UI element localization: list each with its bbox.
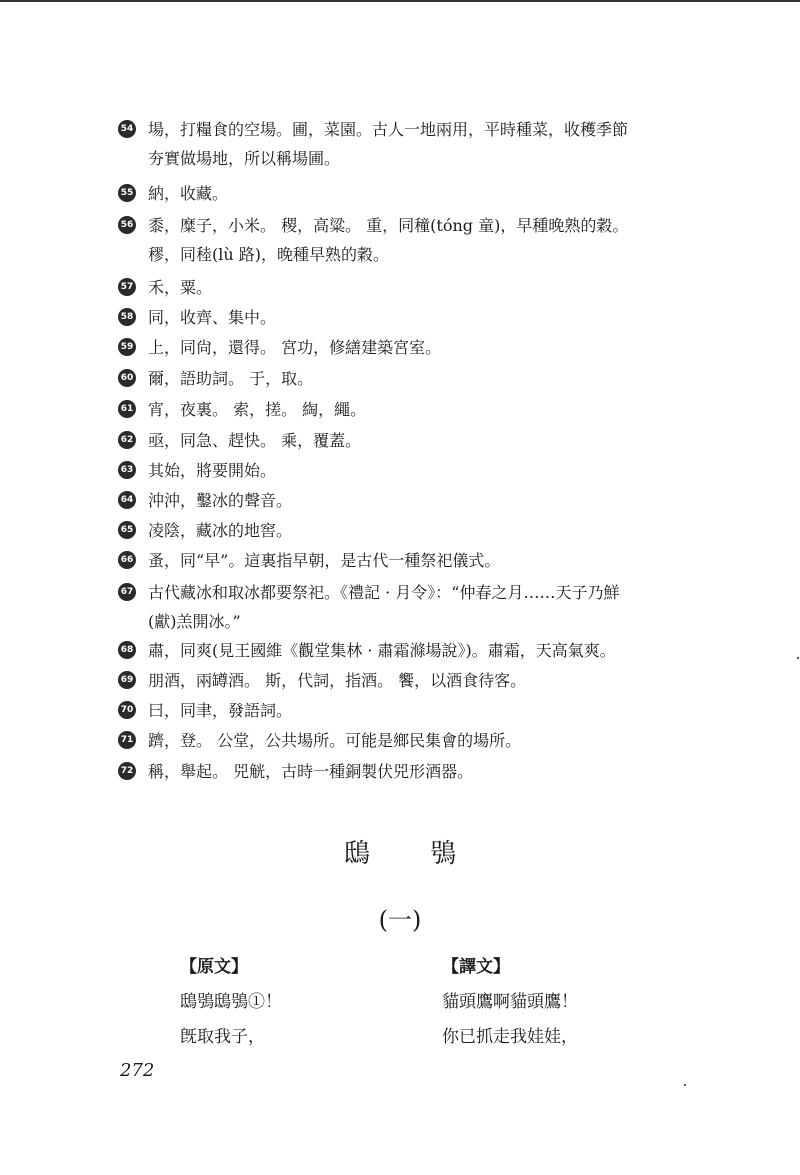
note-number: 59	[118, 338, 136, 356]
note-number: 69	[118, 671, 136, 689]
note-text: 宵，夜裏。 索，搓。 綯，繩。	[148, 400, 367, 419]
note-text: 其始，將要開始。	[148, 461, 277, 480]
translation-header: 【譯文】	[442, 957, 510, 977]
note-number: 65	[118, 521, 136, 539]
note-text: 古代藏冰和取冰都要祭祀。《禮記 · 月令》：“仲春之月……天子乃鮮	[148, 583, 620, 602]
note-text: 凌陰，藏冰的地窖。	[148, 521, 293, 540]
top-rule	[0, 0, 800, 2]
original-header: 【原文】	[180, 957, 248, 977]
note-text: 爾，語助詞。 于，取。	[148, 369, 314, 388]
note-text: 曰，同聿，發語詞。	[148, 701, 293, 720]
note-text: 沖沖，鑿冰的聲音。	[148, 491, 293, 510]
note-number: 64	[118, 491, 136, 509]
original-line: 鴟鴞鴟鴞①！	[180, 992, 282, 1012]
note-text: 禾，粟。	[148, 278, 213, 297]
note-number: 66	[118, 551, 136, 569]
poem-title: 鴟鴞	[343, 839, 516, 869]
original-column	[180, 950, 420, 1055]
note-text: 納，收藏。	[148, 184, 229, 203]
note-text: 同，收齊、集中。	[148, 308, 277, 327]
note-text-continuation: 夯實做場地，所以稱場圃。	[148, 149, 341, 168]
note-text: 上，同尙，還得。 宮功，修繕建築宮室。	[148, 338, 442, 357]
note-number: 54	[118, 120, 136, 138]
note-text: 稱，舉起。 兕觥，古時一種銅製伏兕形酒器。	[148, 762, 474, 781]
note-text: 朋酒，兩罇酒。 斯，代詞，指酒。 饗，以酒食待客。	[148, 671, 527, 690]
note-text-continuation: (獻)羔開冰。”	[148, 612, 241, 631]
original-line: 旣取我子，	[180, 1027, 265, 1047]
note-number: 63	[118, 461, 136, 479]
note-number: 61	[118, 400, 136, 418]
note-number: 56	[118, 216, 136, 234]
note-number: 60	[118, 369, 136, 387]
note-text: 肅，同爽(見王國維《觀堂集林 · 肅霜滌場說》)。肅霜，天高氣爽。	[148, 641, 616, 660]
note-text: 躋，登。 公堂，公共場所。可能是鄉民集會的場所。	[148, 731, 522, 750]
translation-column	[442, 950, 682, 1055]
note-number: 68	[118, 641, 136, 659]
scan-speck	[797, 657, 799, 659]
note-number: 72	[118, 762, 136, 780]
note-number: 57	[118, 278, 136, 296]
note-number: 62	[118, 431, 136, 449]
note-number: 71	[118, 731, 136, 749]
page-number: 272	[120, 1060, 155, 1081]
scan-speck	[684, 1084, 686, 1086]
note-text: 蚤，同“早”。這裏指早朝，是古代一種祭祀儀式。	[148, 551, 501, 570]
note-number: 55	[118, 184, 136, 202]
note-number: 70	[118, 701, 136, 719]
note-number: 58	[118, 308, 136, 326]
section-number: (一)	[378, 906, 422, 934]
translation-line: 貓頭鷹啊貓頭鷹！	[442, 992, 578, 1012]
note-number: 67	[118, 583, 136, 601]
note-text-continuation: 穋，同稑(lù 路)，晚種早熟的穀。	[148, 245, 389, 264]
note-text: 亟，同急、趕快。 乘，覆蓋。	[148, 431, 362, 450]
note-text: 場，打糧食的空場。圃，菜園。古人一地兩用，平時種菜，收穫季節	[148, 120, 629, 139]
note-text: 黍，糜子，小米。 稷，高粱。 重，同穜(tóng 童)，早種晚熟的穀。	[148, 216, 629, 235]
translation-line: 你已抓走我娃娃，	[442, 1027, 578, 1047]
